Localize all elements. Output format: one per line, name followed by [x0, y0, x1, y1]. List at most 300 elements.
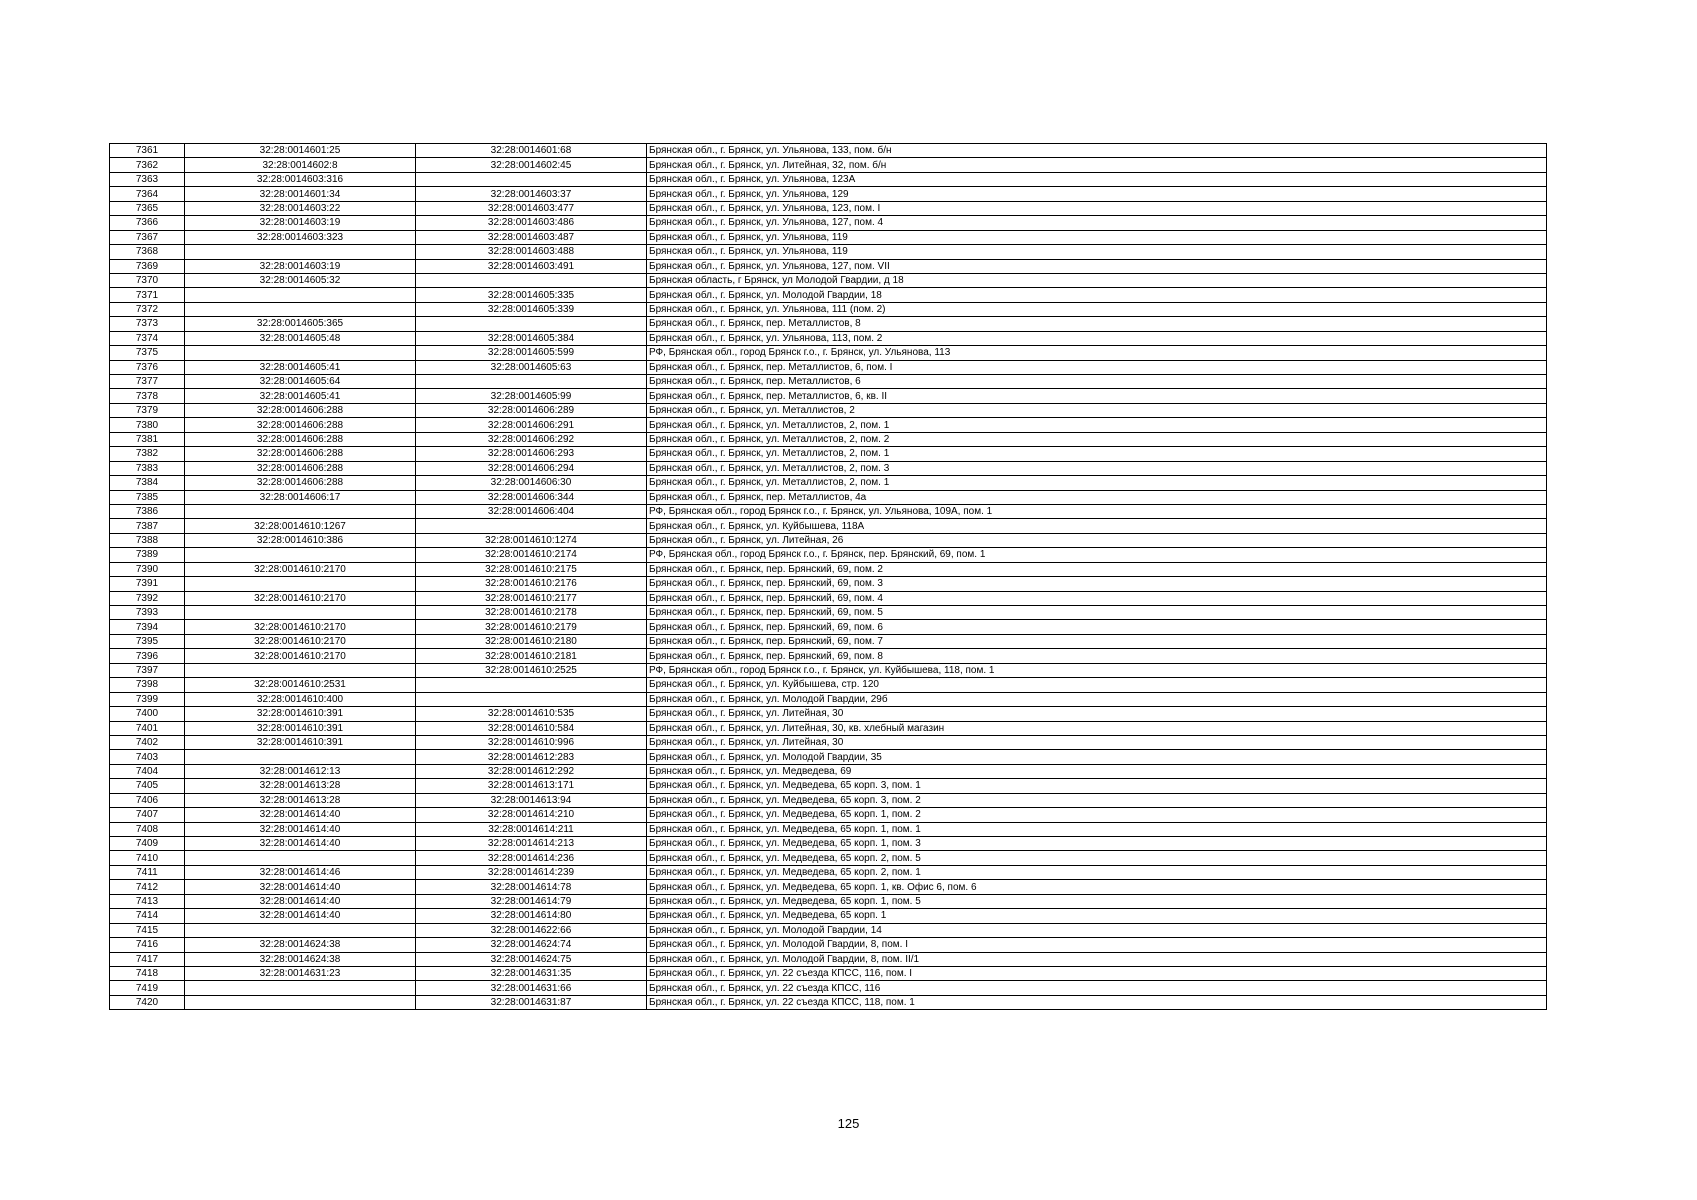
- row-number-cell: 7393: [110, 606, 185, 620]
- address-cell: Брянская обл., г. Брянск, ул. Молодой Гвардии, 8, пом. II/1: [647, 952, 1547, 966]
- building-cadastral-number-cell: 32:28:0014606:291: [416, 418, 647, 432]
- address-cell: Брянская обл., г. Брянск, ул. Куйбышева, стр. 120: [647, 678, 1547, 692]
- land-cadastral-number-cell: [185, 302, 416, 316]
- land-cadastral-number-cell: 32:28:0014610:1267: [185, 519, 416, 533]
- address-cell: РФ, Брянская обл., город Брянск г.о., г. Брянск, ул. Куйбышева, 118, пом. 1: [647, 663, 1547, 677]
- row-number-cell: 7387: [110, 519, 185, 533]
- row-number-cell: 7406: [110, 793, 185, 807]
- table-row: [110, 432, 1547, 446]
- row-number-cell: 7369: [110, 259, 185, 273]
- table-row: [110, 952, 1547, 966]
- building-cadastral-number-cell: 32:28:0014606:344: [416, 490, 647, 504]
- land-cadastral-number-cell: 32:28:0014606:17: [185, 490, 416, 504]
- building-cadastral-number-cell: 32:28:0014631:87: [416, 995, 647, 1009]
- address-cell: Брянская обл., г. Брянск, ул. Металлистов, 2, пом. 1: [647, 476, 1547, 490]
- land-cadastral-number-cell: 32:28:0014614:40: [185, 909, 416, 923]
- table-row: [110, 707, 1547, 721]
- land-cadastral-number-cell: 32:28:0014614:40: [185, 822, 416, 836]
- address-cell: Брянская обл., г. Брянск, ул. Медведева, 65 корп. 1, пом. 5: [647, 894, 1547, 908]
- table-row: [110, 331, 1547, 345]
- row-number-cell: 7379: [110, 403, 185, 417]
- row-number-cell: 7395: [110, 634, 185, 648]
- building-cadastral-number-cell: 32:28:0014610:2177: [416, 591, 647, 605]
- land-cadastral-number-cell: 32:28:0014606:288: [185, 447, 416, 461]
- table-row: [110, 230, 1547, 244]
- land-cadastral-number-cell: 32:28:0014610:2170: [185, 620, 416, 634]
- row-number-cell: 7412: [110, 880, 185, 894]
- land-cadastral-number-cell: 32:28:0014606:288: [185, 476, 416, 490]
- table-row: [110, 764, 1547, 778]
- building-cadastral-number-cell: 32:28:0014605:339: [416, 302, 647, 316]
- land-cadastral-number-cell: 32:28:0014603:323: [185, 230, 416, 244]
- row-number-cell: 7396: [110, 649, 185, 663]
- row-number-cell: 7361: [110, 144, 185, 158]
- building-cadastral-number-cell: 32:28:0014612:283: [416, 750, 647, 764]
- building-cadastral-number-cell: 32:28:0014612:292: [416, 764, 647, 778]
- table-row: [110, 403, 1547, 417]
- building-cadastral-number-cell: 32:28:0014605:63: [416, 360, 647, 374]
- row-number-cell: 7413: [110, 894, 185, 908]
- row-number-cell: 7410: [110, 851, 185, 865]
- land-cadastral-number-cell: [185, 548, 416, 562]
- building-cadastral-number-cell: 32:28:0014610:2179: [416, 620, 647, 634]
- table-row: [110, 144, 1547, 158]
- table-row: [110, 562, 1547, 576]
- table-row: [110, 476, 1547, 490]
- address-cell: Брянская обл., г. Брянск, ул. Молодой Гвардии, 8, пом. I: [647, 938, 1547, 952]
- table-row: [110, 909, 1547, 923]
- land-cadastral-number-cell: 32:28:0014603:316: [185, 172, 416, 186]
- table-row: [110, 880, 1547, 894]
- row-number-cell: 7371: [110, 288, 185, 302]
- table-row: [110, 591, 1547, 605]
- building-cadastral-number-cell: 32:28:0014601:68: [416, 144, 647, 158]
- land-cadastral-number-cell: 32:28:0014624:38: [185, 952, 416, 966]
- address-cell: Брянская обл., г. Брянск, ул. Куйбышева, 118А: [647, 519, 1547, 533]
- building-cadastral-number-cell: [416, 678, 647, 692]
- row-number-cell: 7399: [110, 692, 185, 706]
- address-cell: Брянская обл., г. Брянск, ул. Ульянова, 123, пом. I: [647, 201, 1547, 215]
- table-row: [110, 981, 1547, 995]
- row-number-cell: 7407: [110, 808, 185, 822]
- row-number-cell: 7363: [110, 172, 185, 186]
- land-cadastral-number-cell: [185, 663, 416, 677]
- land-cadastral-number-cell: 32:28:0014610:2170: [185, 649, 416, 663]
- row-number-cell: 7404: [110, 764, 185, 778]
- row-number-cell: 7391: [110, 577, 185, 591]
- table-row: [110, 288, 1547, 302]
- table-row: [110, 461, 1547, 475]
- table-row: [110, 375, 1547, 389]
- land-cadastral-number-cell: 32:28:0014613:28: [185, 779, 416, 793]
- land-cadastral-number-cell: 32:28:0014606:288: [185, 418, 416, 432]
- address-cell: Брянская обл., г. Брянск, ул. Медведева, 65 корп. 3, пом. 2: [647, 793, 1547, 807]
- registry-table-body: [110, 144, 1547, 1010]
- table-row: [110, 389, 1547, 403]
- row-number-cell: 7374: [110, 331, 185, 345]
- address-cell: Брянская обл., г. Брянск, пер. Брянский, 69, пом. 7: [647, 634, 1547, 648]
- building-cadastral-number-cell: 32:28:0014610:2181: [416, 649, 647, 663]
- row-number-cell: 7378: [110, 389, 185, 403]
- address-cell: Брянская обл., г. Брянск, ул. Ульянова, 127, пом. 4: [647, 216, 1547, 230]
- table-row: [110, 822, 1547, 836]
- row-number-cell: 7414: [110, 909, 185, 923]
- building-cadastral-number-cell: 32:28:0014606:292: [416, 432, 647, 446]
- land-cadastral-number-cell: 32:28:0014606:288: [185, 403, 416, 417]
- land-cadastral-number-cell: 32:28:0014610:391: [185, 735, 416, 749]
- address-cell: Брянская обл., г. Брянск, пер. Металлистов, 4а: [647, 490, 1547, 504]
- table-row: [110, 201, 1547, 215]
- building-cadastral-number-cell: [416, 317, 647, 331]
- address-cell: РФ, Брянская обл., город Брянск г.о., г. Брянск, пер. Брянский, 69, пом. 1: [647, 548, 1547, 562]
- land-cadastral-number-cell: 32:28:0014610:391: [185, 707, 416, 721]
- address-cell: Брянская обл., г. Брянск, ул. Медведева, 65 корп. 1, пом. 3: [647, 837, 1547, 851]
- address-cell: Брянская обл., г. Брянск, ул. Медведева, 65 корп. 2, пом. 1: [647, 865, 1547, 879]
- land-cadastral-number-cell: 32:28:0014601:25: [185, 144, 416, 158]
- land-cadastral-number-cell: 32:28:0014610:2170: [185, 562, 416, 576]
- table-row: [110, 245, 1547, 259]
- row-number-cell: 7418: [110, 966, 185, 980]
- table-row: [110, 504, 1547, 518]
- table-row: [110, 273, 1547, 287]
- row-number-cell: 7380: [110, 418, 185, 432]
- building-cadastral-number-cell: 32:28:0014614:236: [416, 851, 647, 865]
- address-cell: Брянская обл., г. Брянск, ул. Медведева, 65 корп. 1, пом. 1: [647, 822, 1547, 836]
- land-cadastral-number-cell: [185, 346, 416, 360]
- building-cadastral-number-cell: 32:28:0014603:477: [416, 201, 647, 215]
- building-cadastral-number-cell: 32:28:0014613:94: [416, 793, 647, 807]
- building-cadastral-number-cell: 32:28:0014610:584: [416, 721, 647, 735]
- table-row: [110, 678, 1547, 692]
- land-cadastral-number-cell: 32:28:0014603:19: [185, 259, 416, 273]
- address-cell: Брянская обл., г. Брянск, пер. Брянский, 69, пом. 5: [647, 606, 1547, 620]
- land-cadastral-number-cell: [185, 995, 416, 1009]
- table-row: [110, 721, 1547, 735]
- row-number-cell: 7417: [110, 952, 185, 966]
- row-number-cell: 7383: [110, 461, 185, 475]
- land-cadastral-number-cell: 32:28:0014605:365: [185, 317, 416, 331]
- building-cadastral-number-cell: 32:28:0014610:996: [416, 735, 647, 749]
- address-cell: Брянская обл., г. Брянск, ул. Литейная, 30, кв. хлебный магазин: [647, 721, 1547, 735]
- address-cell: Брянская обл., г. Брянск, ул. Медведева, 65 корп. 1, пом. 2: [647, 808, 1547, 822]
- address-cell: Брянская обл., г. Брянск, ул. Ульянова, 113, пом. 2: [647, 331, 1547, 345]
- row-number-cell: 7416: [110, 938, 185, 952]
- building-cadastral-number-cell: 32:28:0014610:2174: [416, 548, 647, 562]
- table-row: [110, 865, 1547, 879]
- land-cadastral-number-cell: 32:28:0014610:386: [185, 533, 416, 547]
- land-cadastral-number-cell: [185, 504, 416, 518]
- land-cadastral-number-cell: 32:28:0014605:32: [185, 273, 416, 287]
- row-number-cell: 7409: [110, 837, 185, 851]
- table-row: [110, 923, 1547, 937]
- row-number-cell: 7377: [110, 375, 185, 389]
- row-number-cell: 7381: [110, 432, 185, 446]
- building-cadastral-number-cell: 32:28:0014614:78: [416, 880, 647, 894]
- address-cell: Брянская обл., г. Брянск, ул. Медведева, 65 корп. 1: [647, 909, 1547, 923]
- row-number-cell: 7400: [110, 707, 185, 721]
- building-cadastral-number-cell: 32:28:0014614:211: [416, 822, 647, 836]
- address-cell: Брянская обл., г. Брянск, ул. Медведева, 65 корп. 2, пом. 5: [647, 851, 1547, 865]
- address-cell: Брянская обл., г. Брянск, ул. Литейная, 32, пом. б/н: [647, 158, 1547, 172]
- address-cell: Брянская обл., г. Брянск, ул. Литейная, 26: [647, 533, 1547, 547]
- building-cadastral-number-cell: [416, 273, 647, 287]
- address-cell: Брянская обл., г. Брянск, пер. Металлистов, 6: [647, 375, 1547, 389]
- building-cadastral-number-cell: [416, 692, 647, 706]
- building-cadastral-number-cell: 32:28:0014606:289: [416, 403, 647, 417]
- building-cadastral-number-cell: 32:28:0014631:66: [416, 981, 647, 995]
- row-number-cell: 7411: [110, 865, 185, 879]
- address-cell: Брянская обл., г. Брянск, пер. Брянский, 69, пом. 6: [647, 620, 1547, 634]
- table-row: [110, 447, 1547, 461]
- address-cell: Брянская обл., г. Брянск, ул. Металлистов, 2, пом. 1: [647, 447, 1547, 461]
- table-row: [110, 490, 1547, 504]
- building-cadastral-number-cell: 32:28:0014603:487: [416, 230, 647, 244]
- row-number-cell: 7386: [110, 504, 185, 518]
- building-cadastral-number-cell: 32:28:0014614:79: [416, 894, 647, 908]
- row-number-cell: 7398: [110, 678, 185, 692]
- address-cell: Брянская обл., г. Брянск, ул. Молодой Гвардии, 29б: [647, 692, 1547, 706]
- address-cell: Брянская обл., г. Брянск, ул. Молодой Гвардии, 18: [647, 288, 1547, 302]
- building-cadastral-number-cell: 32:28:0014610:2176: [416, 577, 647, 591]
- table-row: [110, 793, 1547, 807]
- table-row: [110, 894, 1547, 908]
- address-cell: Брянская обл., г. Брянск, ул. 22 съезда КПСС, 118, пом. 1: [647, 995, 1547, 1009]
- land-cadastral-number-cell: [185, 923, 416, 937]
- address-cell: Брянская обл., г. Брянск, ул. Ульянова, 123А: [647, 172, 1547, 186]
- address-cell: Брянская обл., г. Брянск, ул. Металлистов, 2, пом. 3: [647, 461, 1547, 475]
- land-cadastral-number-cell: [185, 577, 416, 591]
- building-cadastral-number-cell: 32:28:0014603:486: [416, 216, 647, 230]
- table-row: [110, 779, 1547, 793]
- table-row: [110, 649, 1547, 663]
- row-number-cell: 7385: [110, 490, 185, 504]
- table-row: [110, 187, 1547, 201]
- row-number-cell: 7415: [110, 923, 185, 937]
- address-cell: Брянская обл., г. Брянск, ул. 22 съезда КПСС, 116: [647, 981, 1547, 995]
- row-number-cell: 7408: [110, 822, 185, 836]
- building-cadastral-number-cell: 32:28:0014614:80: [416, 909, 647, 923]
- row-number-cell: 7388: [110, 533, 185, 547]
- address-cell: Брянская обл., г. Брянск, пер. Брянский, 69, пом. 2: [647, 562, 1547, 576]
- building-cadastral-number-cell: 32:28:0014622:66: [416, 923, 647, 937]
- building-cadastral-number-cell: 32:28:0014605:384: [416, 331, 647, 345]
- address-cell: Брянская обл., г. Брянск, ул. Молодой Гвардии, 35: [647, 750, 1547, 764]
- row-number-cell: 7397: [110, 663, 185, 677]
- land-cadastral-number-cell: 32:28:0014605:41: [185, 389, 416, 403]
- building-cadastral-number-cell: 32:28:0014605:335: [416, 288, 647, 302]
- building-cadastral-number-cell: 32:28:0014624:74: [416, 938, 647, 952]
- row-number-cell: 7420: [110, 995, 185, 1009]
- table-row: [110, 418, 1547, 432]
- land-cadastral-number-cell: 32:28:0014613:28: [185, 793, 416, 807]
- address-cell: Брянская обл., г. Брянск, ул. Ульянова, 127, пом. VII: [647, 259, 1547, 273]
- address-cell: Брянская обл., г. Брянск, ул. Металлистов, 2, пом. 2: [647, 432, 1547, 446]
- row-number-cell: 7367: [110, 230, 185, 244]
- building-cadastral-number-cell: 32:28:0014614:210: [416, 808, 647, 822]
- land-cadastral-number-cell: [185, 288, 416, 302]
- land-cadastral-number-cell: [185, 606, 416, 620]
- land-cadastral-number-cell: 32:28:0014614:46: [185, 865, 416, 879]
- building-cadastral-number-cell: 32:28:0014602:45: [416, 158, 647, 172]
- table-row: [110, 158, 1547, 172]
- row-number-cell: 7390: [110, 562, 185, 576]
- building-cadastral-number-cell: 32:28:0014610:1274: [416, 533, 647, 547]
- table-row: [110, 302, 1547, 316]
- table-row: [110, 663, 1547, 677]
- row-number-cell: 7405: [110, 779, 185, 793]
- address-cell: Брянская обл., г. Брянск, ул. Ульянова, 133, пом. б/н: [647, 144, 1547, 158]
- address-cell: Брянская обл., г. Брянск, ул. Литейная, 30: [647, 735, 1547, 749]
- land-cadastral-number-cell: [185, 851, 416, 865]
- land-cadastral-number-cell: 32:28:0014601:34: [185, 187, 416, 201]
- building-cadastral-number-cell: 32:28:0014603:488: [416, 245, 647, 259]
- address-cell: Брянская обл., г. Брянск, ул. Ульянова, 119: [647, 245, 1547, 259]
- table-row: [110, 995, 1547, 1009]
- land-cadastral-number-cell: 32:28:0014624:38: [185, 938, 416, 952]
- row-number-cell: 7364: [110, 187, 185, 201]
- row-number-cell: 7402: [110, 735, 185, 749]
- table-row: [110, 634, 1547, 648]
- table-row: [110, 172, 1547, 186]
- table-row: [110, 548, 1547, 562]
- land-cadastral-number-cell: 32:28:0014605:48: [185, 331, 416, 345]
- land-cadastral-number-cell: 32:28:0014605:41: [185, 360, 416, 374]
- table-row: [110, 837, 1547, 851]
- address-cell: Брянская обл., г. Брянск, ул. Ульянова, 129: [647, 187, 1547, 201]
- table-row: [110, 606, 1547, 620]
- table-row: [110, 620, 1547, 634]
- address-cell: Брянская обл., г. Брянск, ул. 22 съезда КПСС, 116, пом. I: [647, 966, 1547, 980]
- table-row: [110, 360, 1547, 374]
- table-row: [110, 938, 1547, 952]
- land-cadastral-number-cell: 32:28:0014602:8: [185, 158, 416, 172]
- land-cadastral-number-cell: 32:28:0014606:288: [185, 432, 416, 446]
- address-cell: РФ, Брянская обл., город Брянск г.о., г. Брянск, ул. Ульянова, 109А, пом. 1: [647, 504, 1547, 518]
- address-cell: Брянская обл., г. Брянск, ул. Литейная, 30: [647, 707, 1547, 721]
- land-cadastral-number-cell: 32:28:0014612:13: [185, 764, 416, 778]
- land-cadastral-number-cell: 32:28:0014614:40: [185, 837, 416, 851]
- row-number-cell: 7419: [110, 981, 185, 995]
- table-row: [110, 577, 1547, 591]
- land-cadastral-number-cell: 32:28:0014614:40: [185, 880, 416, 894]
- building-cadastral-number-cell: 32:28:0014603:37: [416, 187, 647, 201]
- building-cadastral-number-cell: 32:28:0014614:213: [416, 837, 647, 851]
- row-number-cell: 7382: [110, 447, 185, 461]
- table-row: [110, 692, 1547, 706]
- address-cell: Брянская обл., г. Брянск, ул. Медведева, 69: [647, 764, 1547, 778]
- table-row: [110, 317, 1547, 331]
- building-cadastral-number-cell: 32:28:0014614:239: [416, 865, 647, 879]
- table-row: [110, 735, 1547, 749]
- building-cadastral-number-cell: 32:28:0014606:30: [416, 476, 647, 490]
- land-cadastral-number-cell: 32:28:0014614:40: [185, 808, 416, 822]
- building-cadastral-number-cell: 32:28:0014605:599: [416, 346, 647, 360]
- table-row: [110, 519, 1547, 533]
- building-cadastral-number-cell: 32:28:0014613:171: [416, 779, 647, 793]
- land-cadastral-number-cell: [185, 981, 416, 995]
- row-number-cell: 7389: [110, 548, 185, 562]
- land-cadastral-number-cell: 32:28:0014605:64: [185, 375, 416, 389]
- land-cadastral-number-cell: 32:28:0014610:400: [185, 692, 416, 706]
- table-row: [110, 808, 1547, 822]
- row-number-cell: 7373: [110, 317, 185, 331]
- table-row: [110, 966, 1547, 980]
- building-cadastral-number-cell: 32:28:0014610:535: [416, 707, 647, 721]
- address-cell: Брянская обл., г. Брянск, ул. Ульянова, 119: [647, 230, 1547, 244]
- address-cell: Брянская обл., г. Брянск, ул. Медведева, 65 корп. 1, кв. Офис 6, пом. 6: [647, 880, 1547, 894]
- table-row: [110, 750, 1547, 764]
- land-cadastral-number-cell: 32:28:0014603:19: [185, 216, 416, 230]
- building-cadastral-number-cell: 32:28:0014631:35: [416, 966, 647, 980]
- address-cell: РФ, Брянская обл., город Брянск г.о., г. Брянск, ул. Ульянова, 113: [647, 346, 1547, 360]
- land-cadastral-number-cell: 32:28:0014610:2170: [185, 591, 416, 605]
- land-cadastral-number-cell: [185, 245, 416, 259]
- building-cadastral-number-cell: 32:28:0014606:294: [416, 461, 647, 475]
- building-cadastral-number-cell: [416, 375, 647, 389]
- land-cadastral-number-cell: [185, 750, 416, 764]
- address-cell: Брянская обл., г. Брянск, пер. Металлистов, 6, пом. I: [647, 360, 1547, 374]
- address-cell: Брянская область, г Брянск, ул Молодой Гвардии, д 18: [647, 273, 1547, 287]
- building-cadastral-number-cell: 32:28:0014610:2178: [416, 606, 647, 620]
- land-cadastral-number-cell: 32:28:0014606:288: [185, 461, 416, 475]
- address-cell: Брянская обл., г. Брянск, пер. Металлистов, 6, кв. II: [647, 389, 1547, 403]
- row-number-cell: 7376: [110, 360, 185, 374]
- building-cadastral-number-cell: 32:28:0014610:2175: [416, 562, 647, 576]
- building-cadastral-number-cell: 32:28:0014606:404: [416, 504, 647, 518]
- land-cadastral-number-cell: 32:28:0014603:22: [185, 201, 416, 215]
- land-cadastral-number-cell: 32:28:0014614:40: [185, 894, 416, 908]
- table-row: [110, 533, 1547, 547]
- land-cadastral-number-cell: 32:28:0014610:2531: [185, 678, 416, 692]
- building-cadastral-number-cell: 32:28:0014610:2525: [416, 663, 647, 677]
- land-cadastral-number-cell: 32:28:0014631:23: [185, 966, 416, 980]
- building-cadastral-number-cell: [416, 519, 647, 533]
- building-cadastral-number-cell: 32:28:0014603:491: [416, 259, 647, 273]
- row-number-cell: 7362: [110, 158, 185, 172]
- row-number-cell: 7403: [110, 750, 185, 764]
- row-number-cell: 7401: [110, 721, 185, 735]
- row-number-cell: 7370: [110, 273, 185, 287]
- address-cell: Брянская обл., г. Брянск, ул. Молодой Гвардии, 14: [647, 923, 1547, 937]
- row-number-cell: 7372: [110, 302, 185, 316]
- address-cell: Брянская обл., г. Брянск, ул. Медведева, 65 корп. 3, пом. 1: [647, 779, 1547, 793]
- row-number-cell: 7366: [110, 216, 185, 230]
- address-cell: Брянская обл., г. Брянск, пер. Брянский, 69, пом. 3: [647, 577, 1547, 591]
- building-cadastral-number-cell: 32:28:0014606:293: [416, 447, 647, 461]
- land-cadastral-number-cell: 32:28:0014610:391: [185, 721, 416, 735]
- registry-table: [109, 143, 1547, 1010]
- table-row: [110, 851, 1547, 865]
- row-number-cell: 7365: [110, 201, 185, 215]
- building-cadastral-number-cell: [416, 172, 647, 186]
- address-cell: Брянская обл., г. Брянск, ул. Металлистов, 2: [647, 403, 1547, 417]
- table-row: [110, 259, 1547, 273]
- page-number: 125: [837, 1116, 860, 1131]
- address-cell: Брянская обл., г. Брянск, пер. Брянский, 69, пом. 4: [647, 591, 1547, 605]
- row-number-cell: 7368: [110, 245, 185, 259]
- row-number-cell: 7375: [110, 346, 185, 360]
- row-number-cell: 7392: [110, 591, 185, 605]
- building-cadastral-number-cell: 32:28:0014605:99: [416, 389, 647, 403]
- land-cadastral-number-cell: 32:28:0014610:2170: [185, 634, 416, 648]
- table-row: [110, 216, 1547, 230]
- address-cell: Брянская обл., г. Брянск, пер. Брянский, 69, пом. 8: [647, 649, 1547, 663]
- address-cell: Брянская обл., г. Брянск, пер. Металлистов, 8: [647, 317, 1547, 331]
- row-number-cell: 7394: [110, 620, 185, 634]
- table-row: [110, 346, 1547, 360]
- address-cell: Брянская обл., г. Брянск, ул. Ульянова, 111 (пом. 2): [647, 302, 1547, 316]
- building-cadastral-number-cell: 32:28:0014624:75: [416, 952, 647, 966]
